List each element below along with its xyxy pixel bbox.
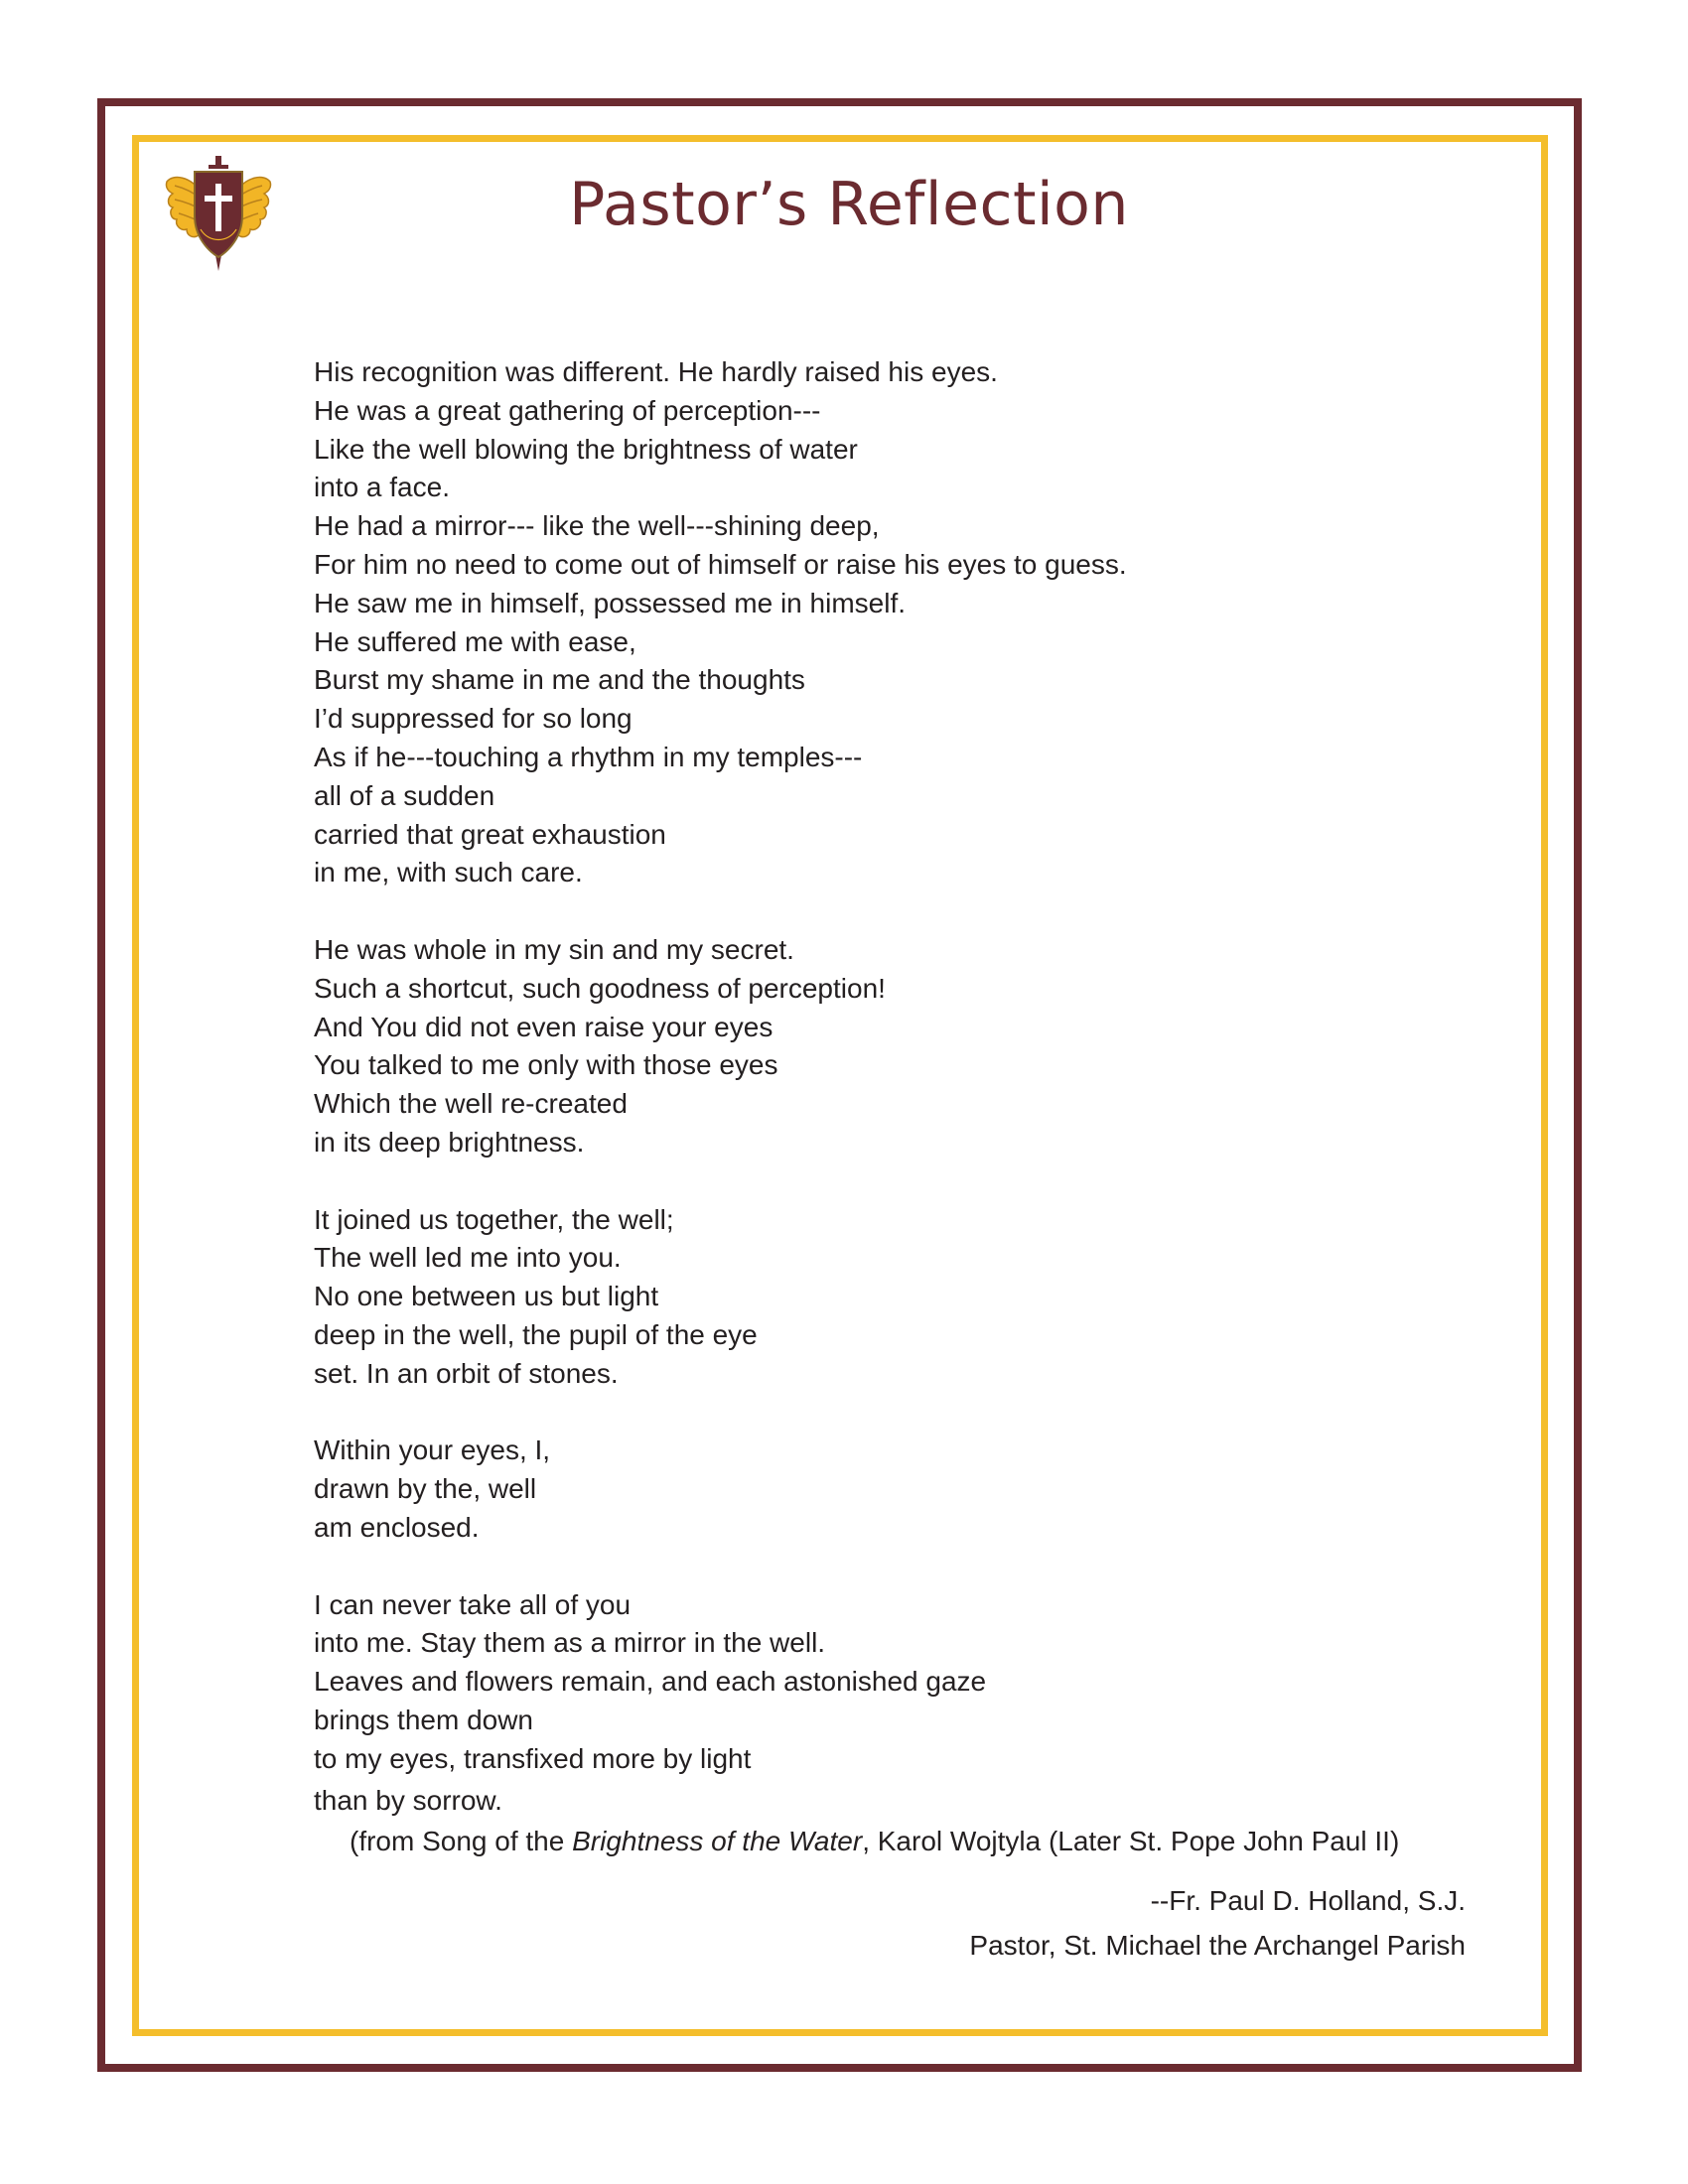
poem-line: He was a great gathering of perception---: [314, 394, 821, 426]
poem-line: into me. Stay them as a mirror in the well.: [314, 1627, 826, 1659]
poem-line: than by sorrow.: [314, 1785, 502, 1817]
signature-block: [969, 1878, 1466, 1968]
poem-line: carried that great exhaustion: [314, 818, 666, 850]
poem-line: Like the well blowing the brightness of water: [314, 433, 858, 465]
source-work-title: Brightness of the Water: [572, 1826, 863, 1856]
poem-line: And You did not even raise your eyes: [314, 1011, 774, 1042]
page-title: Pastor’s Reflection: [569, 170, 1129, 239]
stanza-2: [314, 931, 1456, 1162]
poem-line: Leaves and flowers remain, and each astonished gaze: [314, 1666, 987, 1698]
poem-line: drawn by the, well: [314, 1473, 537, 1505]
stanza-4: [314, 1432, 1456, 1547]
stanza-3: [314, 1201, 1456, 1394]
poem-line: He had a mirror--- like the well---shining deep,: [314, 510, 880, 542]
poem-line: Which the well re-created: [314, 1088, 628, 1120]
poem-line: set. In an orbit of stones.: [314, 1357, 619, 1389]
source-suffix: , Karol Wojtyla (Later St. Pope John Paul II): [862, 1826, 1400, 1856]
signature-role: Pastor, St. Michael the Archangel Parish: [969, 1930, 1466, 1961]
poem-line: I’d suppressed for so long: [314, 703, 633, 735]
poem-line: As if he---touching a rhythm in my temples---: [314, 741, 863, 772]
poem-line: The well led me into you.: [314, 1242, 622, 1274]
poem-line: He saw me in himself, possessed me in himself.: [314, 587, 906, 618]
poem-line: deep in the well, the pupil of the eye: [314, 1318, 758, 1350]
poem-line: For him no need to come out of himself or raise his eyes to guess.: [314, 548, 1127, 580]
poem-line: Such a shortcut, such goodness of perception!: [314, 972, 886, 1004]
winged-shield-cross-icon: [163, 154, 274, 275]
poem-line: am enclosed.: [314, 1511, 480, 1543]
poem-line: You talked to me only with those eyes: [314, 1049, 778, 1081]
poem-line: in me, with such care.: [314, 857, 583, 888]
poem: [314, 353, 1456, 1859]
poem-line: He suffered me with ease,: [314, 625, 636, 657]
poem-line: It joined us together, the well;: [314, 1203, 674, 1235]
poem-line: No one between us but light: [314, 1281, 659, 1312]
poem-line: in its deep brightness.: [314, 1126, 585, 1158]
poem-line: to my eyes, transfixed more by light: [314, 1742, 752, 1774]
poem-line: I can never take all of you: [314, 1588, 632, 1620]
stanza-1: [314, 353, 1456, 892]
poem-source-citation: [350, 1823, 1399, 1860]
poem-line: brings them down: [314, 1704, 534, 1735]
source-prefix: (from Song of the: [350, 1826, 573, 1856]
poem-line: He was whole in my sin and my secret.: [314, 933, 794, 965]
signature-name: --Fr. Paul D. Holland, S.J.: [1150, 1885, 1466, 1916]
stanza-5: [314, 1586, 1456, 1822]
poem-line: Within your eyes, I,: [314, 1434, 551, 1466]
poem-line: all of a sudden: [314, 779, 495, 811]
poem-line: Burst my shame in me and the thoughts: [314, 664, 805, 696]
poem-line: into a face.: [314, 472, 450, 503]
poem-line: His recognition was different. He hardly raised his eyes.: [314, 356, 998, 387]
